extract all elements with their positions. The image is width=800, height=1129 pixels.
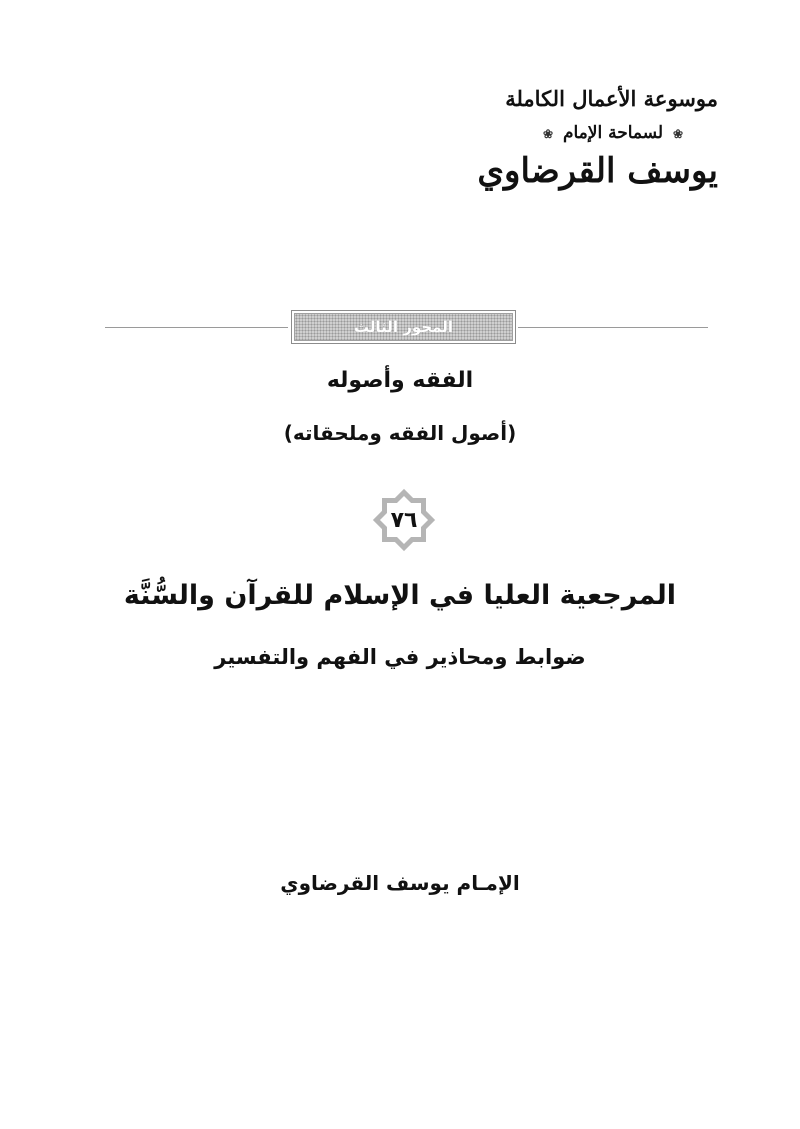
book-subtitle: ضوابط ومحاذير في الفهم والتفسير: [214, 645, 586, 669]
volume-badge: [369, 485, 439, 555]
section-banner: [291, 310, 516, 344]
section-subtitle: (أصول الفقه وملحقاته): [283, 421, 517, 445]
divider-left: [105, 327, 288, 328]
logo-honorific-line: [508, 122, 718, 145]
ornament-icon: ❀: [542, 127, 554, 141]
section-title: الفقه وأصوله: [326, 368, 474, 393]
author-name: الإمـام يوسف القرضاوي: [280, 871, 520, 895]
divider-right: [518, 327, 708, 328]
logo-honorific: لسماحة الإمام: [562, 123, 664, 143]
volume-number: ٧٦: [390, 507, 418, 533]
logo-series-name: موسوعة الأعمال الكاملة: [505, 86, 718, 111]
section-banner-fill: [294, 313, 513, 341]
book-title: المرجعية العليا في الإسلام للقرآن والسُّنَّة: [123, 580, 677, 611]
logo-author-name: يوسف القرضاوي: [477, 151, 718, 191]
ornament-icon: ❀: [672, 127, 684, 141]
series-logo: [477, 82, 718, 212]
section-label: المحور الثالث: [354, 318, 453, 336]
